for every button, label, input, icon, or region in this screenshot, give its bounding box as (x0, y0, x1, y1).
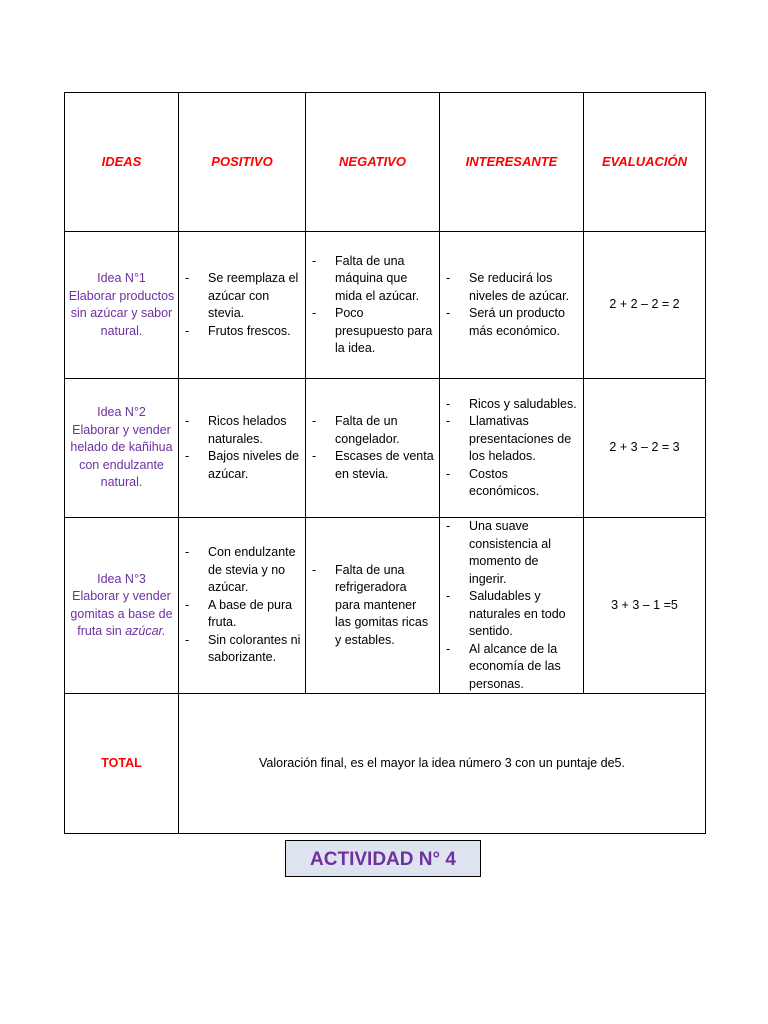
idea-description: Elaborar productos sin azúcar y sabor natural. (68, 288, 175, 338)
negativo-cell (306, 232, 440, 379)
interesante-cell (440, 232, 584, 379)
list-item: - Bajos niveles de azúcar. (185, 448, 301, 483)
header-interesante: INTERESANTE (440, 93, 584, 232)
list-item: - Frutos frescos. (185, 323, 301, 341)
interesante-cell (440, 518, 584, 694)
list-item: - Una suave consistencia al momento de ingerir. (446, 518, 579, 588)
list-item: - Falta de un congelador. (312, 413, 435, 448)
table-row (65, 379, 706, 518)
list-item: - Falta de una máquina que mida el azúcar. (312, 253, 435, 306)
idea-description: Elaborar y vender helado de kañihua con endulzante natural. (70, 422, 173, 490)
total-row (65, 694, 706, 834)
header-positivo: POSITIVO (179, 93, 306, 232)
list-item: - Saludables y naturales en todo sentido. (446, 588, 579, 641)
list-item: - Será un producto más económico. (446, 305, 579, 340)
list-item: - Se reducirá los niveles de azúcar. (446, 270, 579, 305)
list-item: - Al alcance de la economía de las personas. (446, 641, 579, 694)
table-row (65, 518, 706, 694)
evaluacion-cell: 2 + 3 – 2 = 3 (584, 379, 706, 518)
activity-label: ACTIVIDAD N° 4 (285, 840, 481, 877)
idea-cell (65, 232, 179, 379)
list-item: - Se reemplaza el azúcar con stevia. (185, 270, 301, 323)
table-row (65, 232, 706, 379)
list-item: - Ricos y saludables. (446, 396, 579, 414)
negativo-cell (306, 518, 440, 694)
list-item: - Llamativas presentaciones de los helados. (446, 413, 579, 466)
list-item: - Con endulzante de stevia y no azúcar. (185, 544, 301, 597)
header-evaluacion: EVALUACIÓN (584, 93, 706, 232)
idea-title: Idea N°3 (97, 571, 146, 586)
total-text: Valoración final, es el mayor la idea número 3 con un puntaje de5. (179, 694, 706, 834)
idea-description: Elaborar y vender gomitas a base de fruta sin (70, 589, 173, 638)
list-item: - Sin colorantes ni saborizante. (185, 632, 301, 667)
list-item: - A base de pura fruta. (185, 597, 301, 632)
header-negativo: NEGATIVO (306, 93, 440, 232)
idea-cell (65, 379, 179, 518)
list-item: - Falta de una refrigeradora para mantener las gomitas ricas y estables. (312, 562, 435, 650)
idea-highlight: azúcar. (125, 624, 166, 638)
evaluacion-cell: 2 + 2 – 2 = 2 (584, 232, 706, 379)
positivo-cell (179, 232, 306, 379)
header-ideas: IDEAS (65, 93, 179, 232)
positivo-cell (179, 518, 306, 694)
header-row (65, 93, 706, 232)
idea-title: Idea N°1 (97, 271, 146, 285)
list-item: - Ricos helados naturales. (185, 413, 301, 448)
negativo-cell (306, 379, 440, 518)
list-item: - Poco presupuesto para la idea. (312, 305, 435, 358)
list-item: - Escases de venta en stevia. (312, 448, 435, 483)
list-item: - Costos económicos. (446, 466, 579, 501)
idea-cell (65, 518, 179, 694)
positivo-cell (179, 379, 306, 518)
pni-table (64, 92, 706, 834)
idea-title: Idea N°2 (97, 405, 146, 420)
evaluacion-cell: 3 + 3 – 1 =5 (584, 518, 706, 694)
interesante-cell (440, 379, 584, 518)
total-label: TOTAL (65, 694, 179, 834)
